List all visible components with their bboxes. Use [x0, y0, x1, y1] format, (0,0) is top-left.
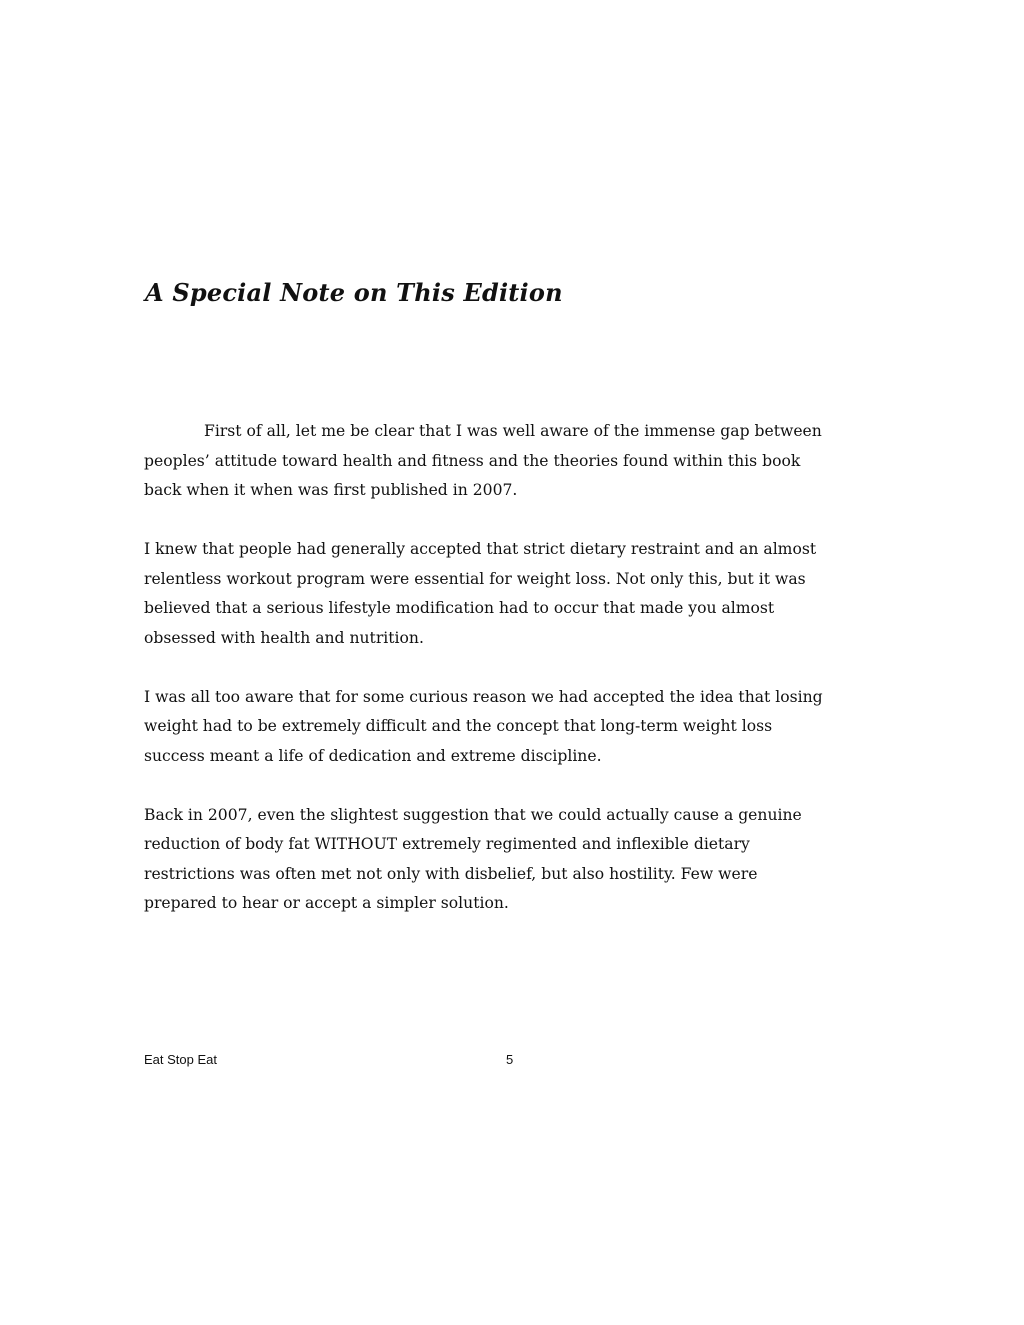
paragraph-line: believed that a serious lifestyle modification had to occur that made you almost	[144, 599, 775, 617]
paragraph-line: restrictions was often met not only with disbelief, but also hostility. Few were	[144, 864, 758, 883]
paragraph-line: obsessed with health and nutrition.	[144, 628, 424, 647]
body-text	[144, 417, 854, 948]
paragraph-line: reduction of body fat WITHOUT extremely regimented and inflexible dietary	[144, 835, 750, 853]
page-title: A Special Note on This Edition	[145, 278, 563, 307]
paragraph-line: back when it when was first published in 2007.	[144, 481, 518, 499]
paragraph-line: First of all, let me be clear that I was well aware of the immense gap between	[204, 422, 822, 440]
paragraph-3	[144, 683, 854, 772]
paragraph-line: Back in 2007, even the slightest suggestion that we could actually cause a genuine	[144, 805, 802, 824]
footer-page-number: 5	[506, 1052, 514, 1067]
paragraph-1	[144, 417, 854, 506]
paragraph-line: I was all too aware that for some curious reason we had accepted the idea that losing	[144, 687, 823, 706]
paragraph-line: success meant a life of dedication and extreme discipline.	[144, 746, 602, 765]
paragraph-2	[144, 535, 854, 653]
paragraph-line: I knew that people had generally accepted that strict dietary restraint and an almost	[144, 540, 817, 558]
paragraph-line: peoples’ attitude toward health and fitness and the theories found within this book	[144, 451, 801, 470]
paragraph-line: relentless workout program were essential for weight loss. Not only this, but it was	[144, 569, 806, 588]
paragraph-line: weight had to be extremely difficult and the concept that long-term weight loss	[144, 717, 773, 735]
paragraph-line: prepared to hear or accept a simpler solution.	[144, 894, 509, 912]
footer-book-title: Eat Stop Eat	[144, 1052, 217, 1067]
paragraph-4	[144, 801, 854, 919]
